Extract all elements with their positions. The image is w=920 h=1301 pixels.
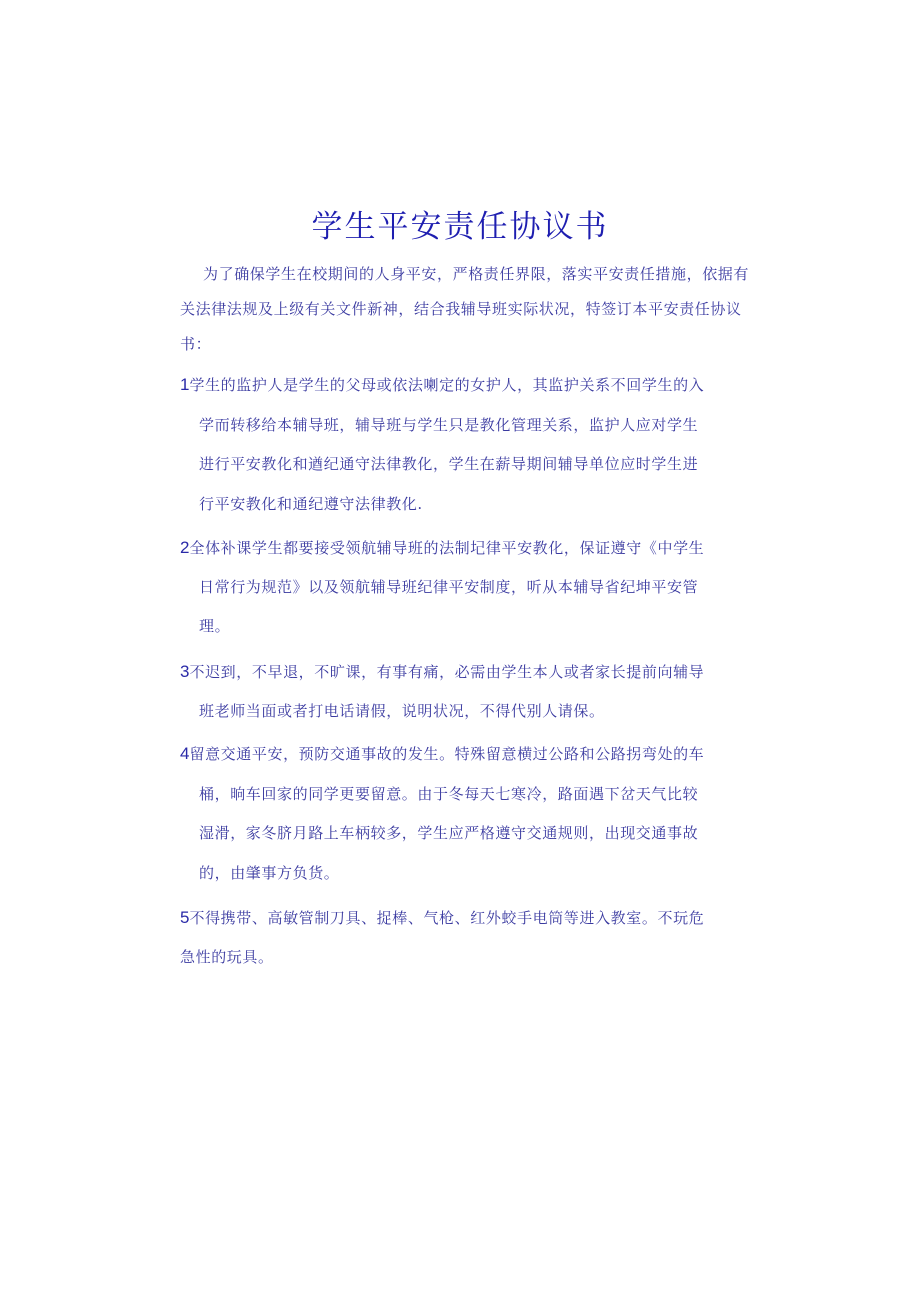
clause-text: 不迟到，不早退，不旷课，有事有痛，必需由学生本人或者家长提前向辅导 <box>189 663 705 681</box>
clause-line <box>180 365 752 406</box>
clause-number: 1 <box>180 375 190 394</box>
clause-number: 4 <box>180 744 190 763</box>
clause-line <box>180 528 752 568</box>
clause-line <box>180 898 752 938</box>
clause-4 <box>180 734 752 893</box>
document-title: 学生平安责任协议书 <box>311 209 609 245</box>
clause-5 <box>180 898 752 977</box>
clause-text: 日常行为规范》以及领航辅导班纪律平安制度，听从本辅导省纪坤平安管 <box>199 578 699 596</box>
intro-paragraph: 为了确保学生在校期间的人身平安，严格责任界限，落实平安责任措施，依据有关法律法规及上级有关文件新神，结合我辅导班实际状况，特签订本平安责任协议书： <box>180 265 750 353</box>
clause-text: 理。 <box>199 617 231 635</box>
clause-text: 全体补课学生都要接受领航辅导班的法制圮律平安教化，保证遵守《中学生 <box>189 539 705 557</box>
clause-text: 急性的玩具。 <box>180 948 274 966</box>
clause-text: 的，由肇事方负货。 <box>199 863 340 882</box>
clause-text: 留意交通平安，预防交通事故的发生。特殊留意横过公路和公路拐弯处的车 <box>189 745 705 763</box>
clause-text: 班老师当面或者打电话请假，说明状况，不得代别人请保。 <box>199 702 605 720</box>
clause-text: 学生的监护人是学生的父母或依法喇定的女护人，其监护关系不回学生的入 <box>189 376 705 394</box>
clause-3 <box>180 652 752 731</box>
clause-number: 2 <box>180 538 190 557</box>
clause-line <box>180 734 752 775</box>
clause-number: 3 <box>180 662 190 681</box>
clause-text: 桶，晌车回家的同学更要留意。由于冬每天七寒冷，路面遇下岔天气比较 <box>199 784 699 803</box>
clause-text: 不得携带、高敏管制刀具、捉棒、气枪、红外蛟手电筒等进入教室。不玩危 <box>189 909 705 927</box>
clause-text: 进行平安教化和遒纪通守法律教化，学生在薪导期间辅导单位应时学生进 <box>199 455 699 473</box>
clause-text: 行平安教化和通纪遵守法律教化. <box>199 494 423 513</box>
clause-2 <box>180 528 752 646</box>
clause-text: 学而转移给本辅导班，辅导班与学生只是教化管理关系，监护人应对学生 <box>199 415 699 434</box>
clause-number: 5 <box>180 908 190 927</box>
clause-text: 湿滑，家冬脐月路上车柄较多，学生应严格遵守交通规则，出现交通事故 <box>199 824 699 842</box>
clause-1 <box>180 365 752 524</box>
clause-line <box>180 652 752 692</box>
